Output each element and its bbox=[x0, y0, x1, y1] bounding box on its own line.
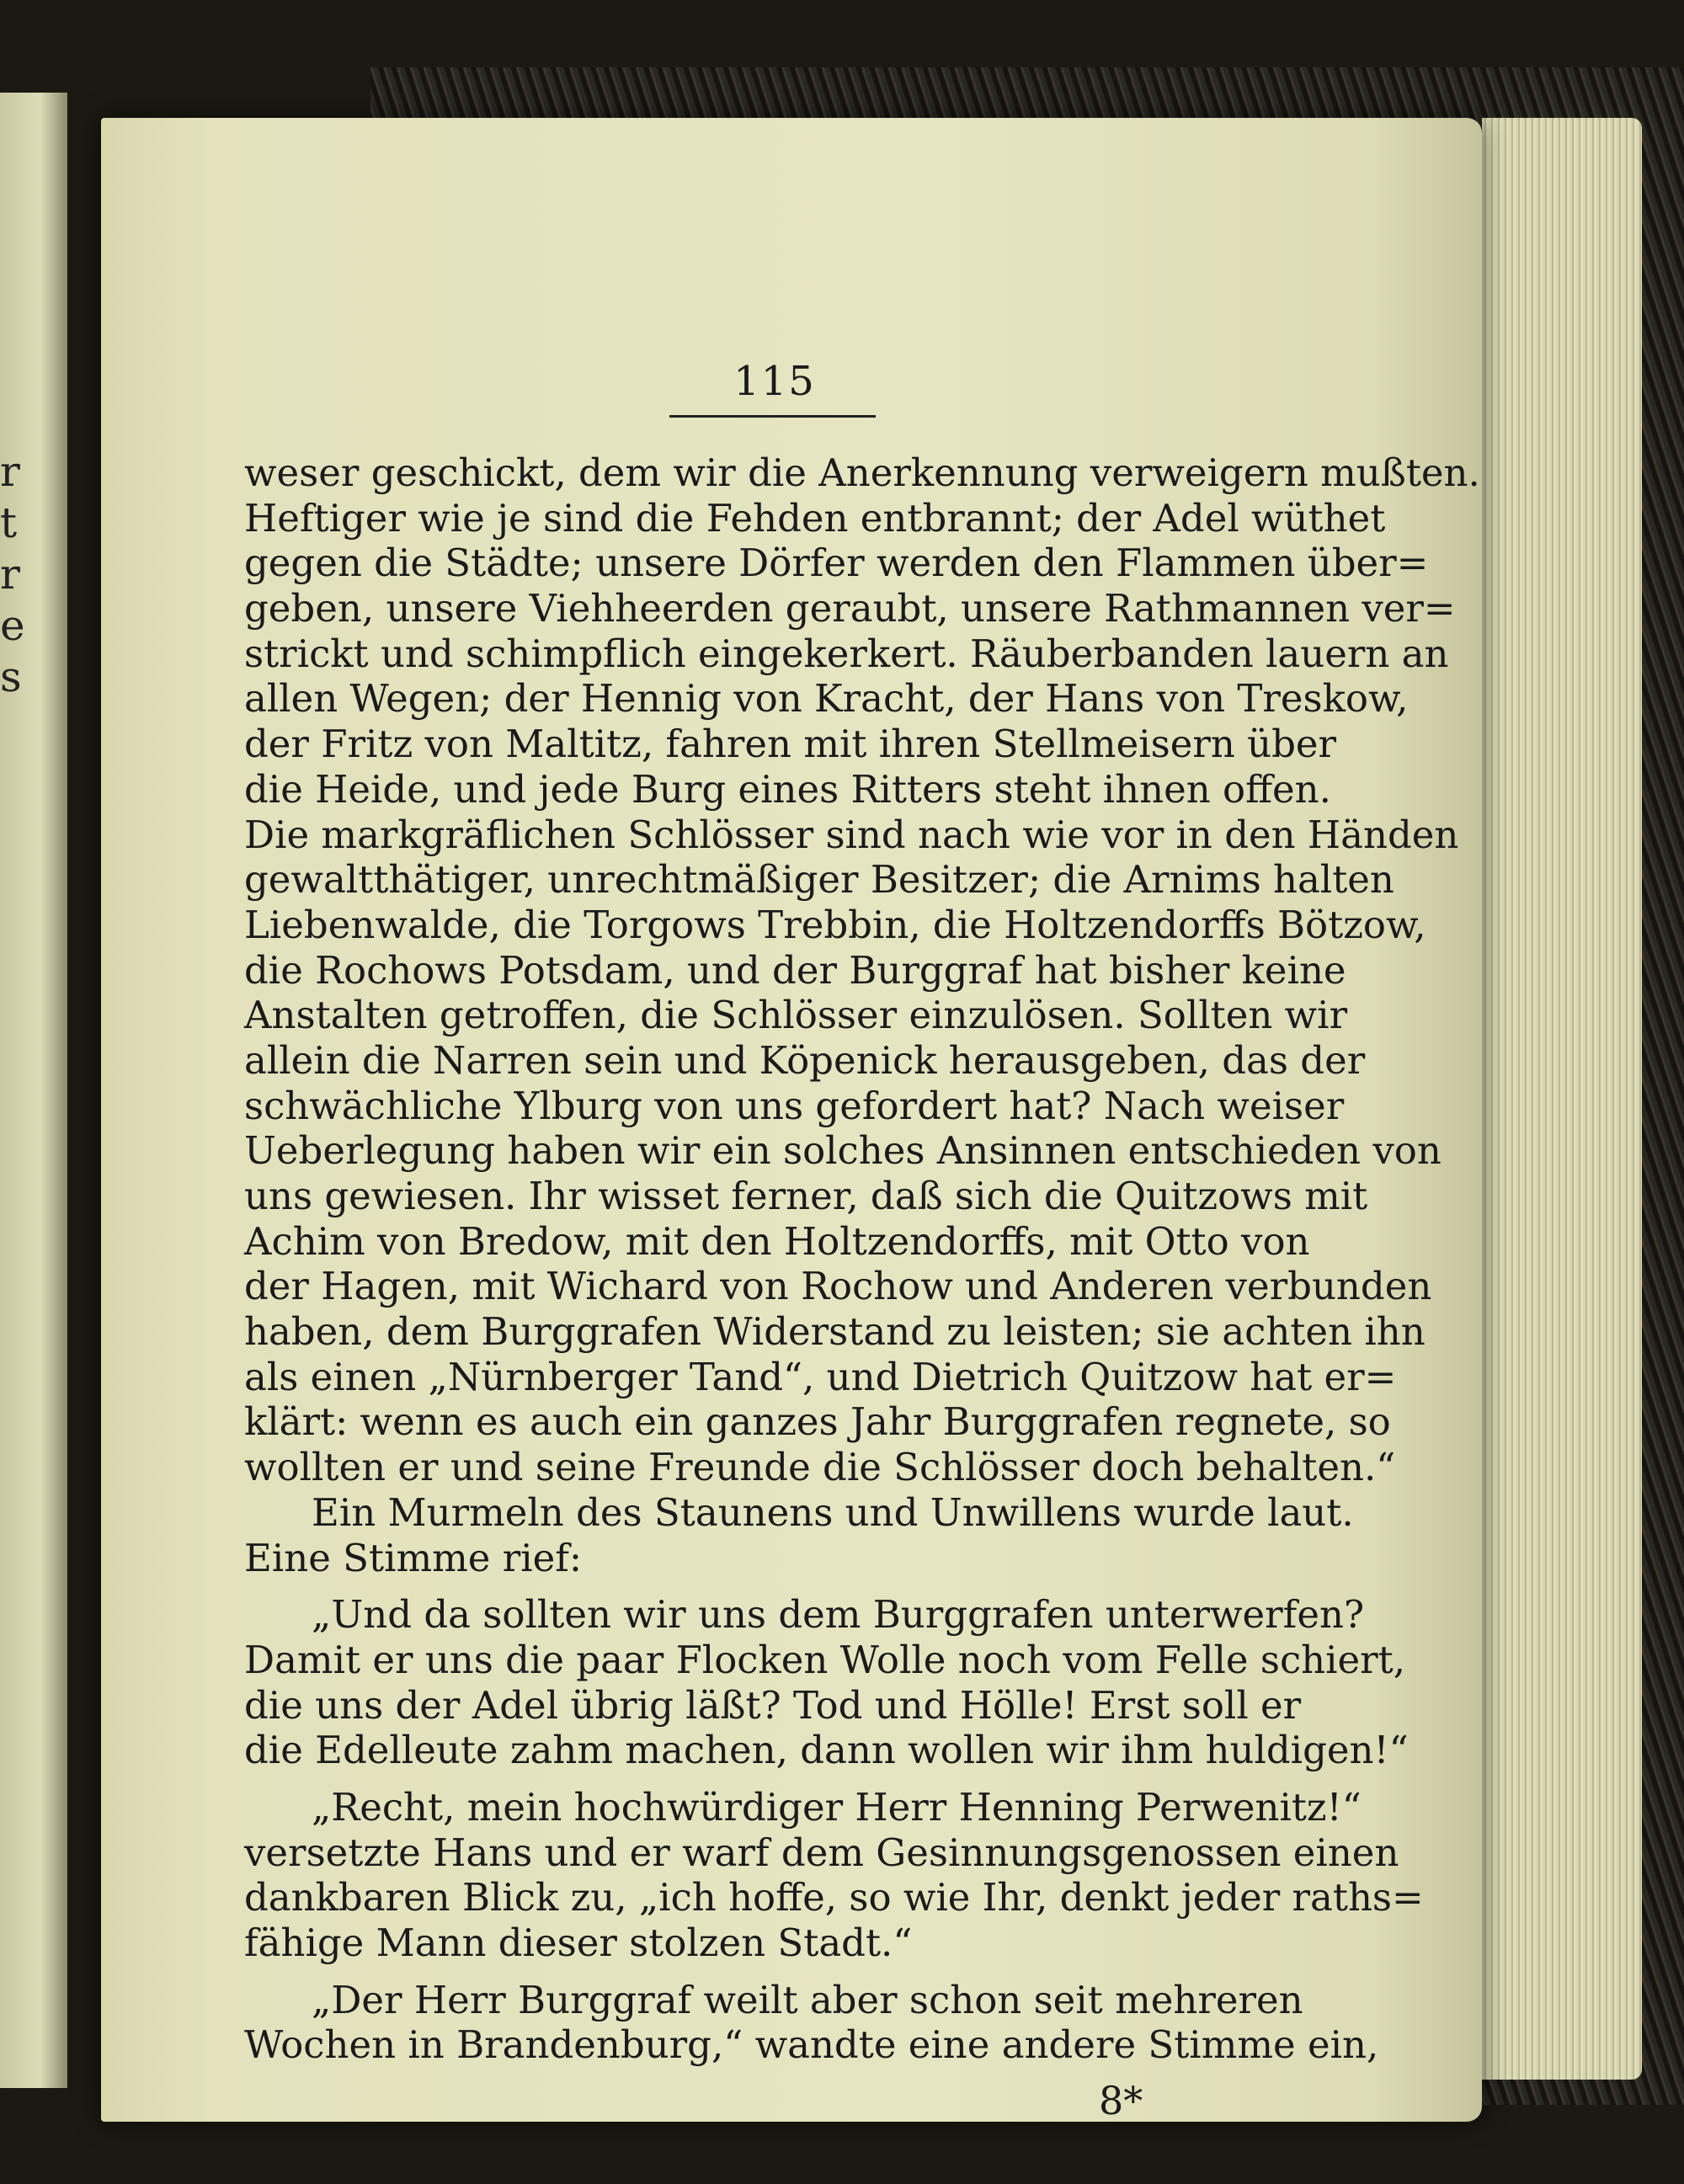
text-line: uns gewiesen. Ihr wisset ferner, daß sich die Quitzows mit bbox=[244, 1174, 1368, 1218]
text-line: Damit er uns die paar Flocken Wolle noch vom Felle schiert, bbox=[244, 1637, 1406, 1682]
page-number: 115 bbox=[733, 358, 816, 405]
previous-page-letter: r bbox=[0, 550, 20, 599]
body-text bbox=[244, 450, 1480, 2068]
text-line: haben, dem Burggrafen Widerstand zu leisten; sie achten ihn bbox=[244, 1309, 1426, 1355]
text-line: allein die Narren sein und Köpenick herausgeben, das der bbox=[244, 1037, 1366, 1083]
previous-page-letter: t bbox=[0, 498, 18, 547]
text-line: wollten er und seine Freunde die Schlösser doch behalten.“ bbox=[244, 1445, 1396, 1490]
text-line: die Rochows Potsdam, und der Burggraf hat bisher keine bbox=[244, 947, 1346, 993]
text-line: „Der Herr Burggraf weilt aber schon seit mehreren bbox=[312, 1977, 1303, 2022]
text-line: die Edelleute zahm machen, dann wollen wir ihm huldigen!“ bbox=[244, 1728, 1409, 1773]
text-line: die Heide, und jede Burg eines Ritters steht ihnen offen. bbox=[244, 766, 1331, 812]
paragraph-gap bbox=[244, 1580, 1297, 1592]
text-line: Wochen in Brandenburg,“ wandte eine andere Stimme ein, bbox=[244, 2022, 1379, 2068]
text-line: der Fritz von Maltitz, fahren mit ihren Stellmeisern über bbox=[244, 722, 1337, 767]
text-line: der Hagen, mit Wichard von Rochow und Anderen verbunden bbox=[244, 1264, 1432, 1309]
text-line: Heftiger wie je sind die Fehden entbrannt; der Adel wüthet bbox=[244, 495, 1386, 541]
text-line: Liebenwalde, die Torgows Trebbin, die Holtzendorffs Bötzow, bbox=[244, 902, 1426, 947]
text-line: gegen die Städte; unsere Dörfer werden den Flammen über= bbox=[244, 541, 1429, 586]
text-line: gewaltthätiger, unrechtmäßiger Besitzer; die Arnims halten bbox=[244, 857, 1394, 903]
previous-page-letter: e bbox=[0, 601, 25, 650]
previous-page-letter: s bbox=[0, 653, 22, 701]
book-page bbox=[101, 118, 1482, 2122]
text-line: Ein Murmeln des Staunens und Unwillens wurde laut. bbox=[312, 1489, 1354, 1535]
page-block-edge bbox=[1482, 118, 1642, 2080]
text-line: fähige Mann dieser stolzen Stadt.“ bbox=[244, 1920, 913, 1965]
previous-page-letters bbox=[0, 446, 34, 703]
previous-page-letter: r bbox=[0, 447, 20, 496]
text-line: Die markgräflichen Schlösser sind nach wie vor in den Händen bbox=[244, 812, 1459, 857]
text-line: allen Wegen; der Hennig von Kracht, der Hans von Treskow, bbox=[244, 676, 1409, 722]
text-line: klärt: wenn es auch ein ganzes Jahr Burggrafen regnete, so bbox=[244, 1399, 1391, 1445]
text-line: Ueberlegung haben wir ein solches Ansinnen entschieden von bbox=[244, 1128, 1442, 1174]
text-line: dankbaren Blick zu, „ich hoffe, so wie Ihr, denkt jeder raths= bbox=[244, 1875, 1424, 1920]
text-line: „Und da sollten wir uns dem Burggrafen unterwerfen? bbox=[312, 1592, 1365, 1638]
text-line: Anstalten getroffen, die Schlösser einzulösen. Sollten wir bbox=[244, 993, 1348, 1038]
previous-page-edge bbox=[0, 93, 67, 2088]
text-line: Eine Stimme rief: bbox=[244, 1535, 583, 1580]
text-line: strickt und schimpflich eingekerkert. Räuberbanden lauern an bbox=[244, 631, 1449, 676]
text-line: geben, unsere Viehheerden geraubt, unsere Rathmannen ver= bbox=[244, 586, 1456, 631]
text-line: weser geschickt, dem wir die Anerkennung verweigern mußten. bbox=[244, 450, 1480, 495]
text-line: Achim von Bredow, mit den Holtzendorffs, mit Otto von bbox=[244, 1218, 1310, 1264]
text-line: versetzte Hans und er warf dem Gesinnungsgenossen einen bbox=[244, 1830, 1399, 1875]
paragraph-gap bbox=[244, 1966, 1297, 1978]
text-line: „Recht, mein hochwürdiger Herr Henning Perwenitz!“ bbox=[312, 1784, 1362, 1830]
text-line: die uns der Adel übrig läßt? Tod und Hölle! Erst soll er bbox=[244, 1682, 1302, 1728]
text-line: schwächliche Ylburg von uns gefordert hat? Nach weiser bbox=[244, 1083, 1345, 1128]
header-rule bbox=[669, 415, 876, 418]
signature-mark: 8* bbox=[1099, 2078, 1143, 2123]
paragraph-gap bbox=[244, 1773, 1297, 1785]
text-line: als einen „Nürnberger Tand“, und Dietrich Quitzow hat er= bbox=[244, 1354, 1397, 1399]
